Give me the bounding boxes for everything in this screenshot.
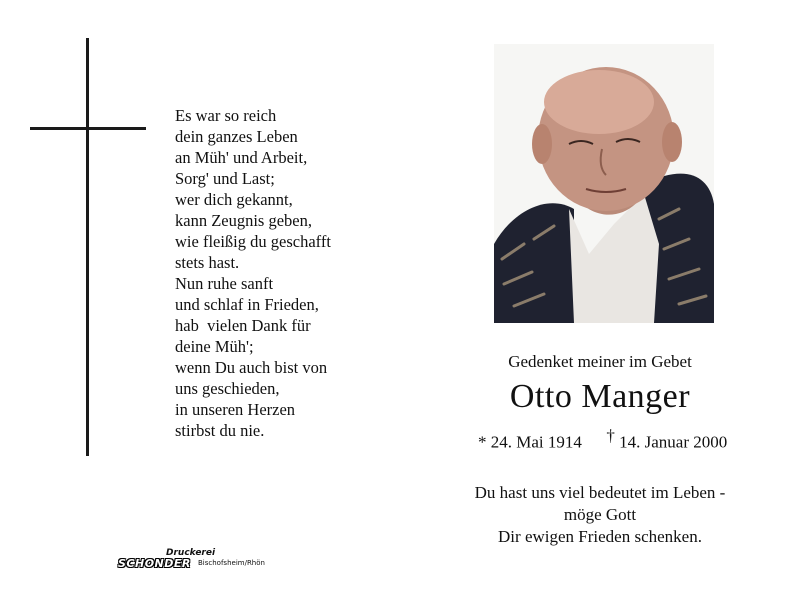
poem-line: stirbst du nie. — [175, 421, 265, 440]
poem-line: deine Müh'; — [175, 337, 254, 356]
poem-line: wie fleißig du geschafft — [175, 232, 331, 251]
death-date: 14. Januar 2000 — [619, 432, 728, 452]
printer-logo — [118, 548, 278, 572]
memorial-poem — [175, 105, 405, 441]
farewell-line: möge Gott — [563, 505, 637, 524]
poem-line: stets hast. — [175, 253, 240, 272]
birth-symbol: * — [478, 432, 487, 452]
prayer-text: Gedenket meiner im Gebet — [508, 352, 692, 371]
printer-place: Bischofsheim/Rhön — [198, 559, 265, 567]
poem-line: in unseren Herzen — [175, 400, 296, 419]
farewell-line: Du hast uns viel bedeutet im Leben - — [474, 483, 726, 502]
portrait-photo — [494, 44, 714, 323]
deceased-name: Otto Manger — [509, 378, 691, 415]
printer-label: Druckerei — [166, 548, 216, 558]
poem-line: kann Zeugnis geben, — [175, 211, 313, 230]
poem-line: uns geschieden, — [175, 379, 280, 398]
poem-line: wer dich gekannt, — [175, 190, 293, 209]
printer-brand: SCHONDER — [118, 557, 191, 570]
birth-date: 24. Mai 1914 — [490, 432, 582, 452]
poem-line: dein ganzes Leben — [175, 127, 298, 146]
poem-line: Nun ruhe sanft — [175, 274, 274, 293]
poem-line: an Müh' und Arbeit, — [175, 148, 308, 167]
poem-line: Es war so reich — [175, 106, 277, 125]
farewell-text — [420, 482, 780, 548]
poem-line: hab vielen Dank für — [175, 316, 311, 335]
death-symbol: † — [606, 426, 615, 445]
poem-line: wenn Du auch bist von — [175, 358, 328, 377]
life-dates — [478, 426, 778, 453]
farewell-line: Dir ewigen Frieden schenken. — [498, 527, 702, 546]
poem-line: und schlaf in Frieden, — [175, 295, 319, 314]
poem-line: Sorg' und Last; — [175, 169, 275, 188]
